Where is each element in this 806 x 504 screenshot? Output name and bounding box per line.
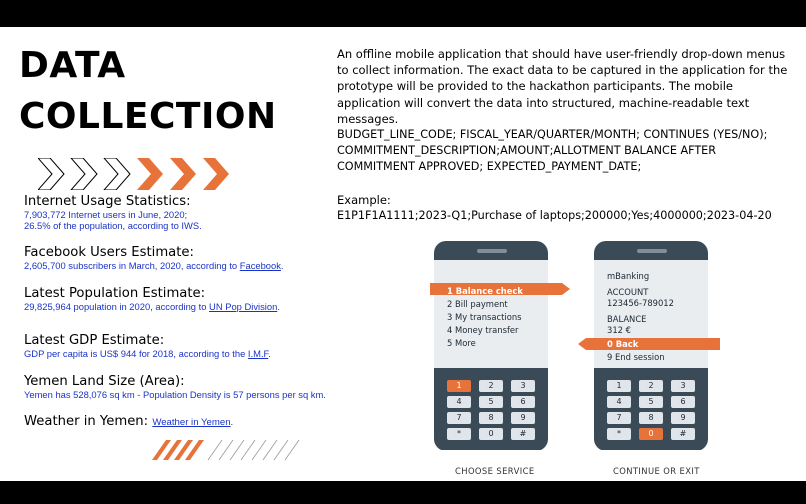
stripes-decoration (152, 439, 304, 461)
stat-detail (24, 301, 280, 312)
left-phone-keypad (447, 380, 535, 440)
description-block (337, 46, 797, 224)
population-stat (24, 286, 280, 312)
menu-item-balance-check[interactable]: 1 Balance check (447, 286, 523, 296)
keypad-key[interactable]: 2 (639, 380, 663, 392)
menu-item-money-transfer[interactable]: 4 Money transfer (447, 325, 519, 335)
stat-detail-suffix: . (277, 301, 280, 312)
right-phone-keypad (607, 380, 695, 440)
gdp-stat (24, 333, 271, 359)
stat-detail (24, 260, 284, 271)
example-label: Example: (337, 192, 391, 207)
stat-heading: Internet Usage Statistics: (24, 194, 191, 209)
stat-detail-suffix: . (230, 417, 234, 428)
keypad-key[interactable]: * (447, 428, 471, 440)
stat-detail-suffix: . (280, 260, 284, 271)
menu-item-more[interactable]: 5 More (447, 338, 476, 348)
right-phone-screen (607, 271, 674, 337)
stat-detail (24, 348, 271, 359)
example-value: E1P1F1A1111;2023-Q1;Purchase of laptops;200000;Yes;4000000;2023-04-20 (337, 208, 772, 222)
keypad-key[interactable]: 4 (607, 396, 631, 408)
keypad-key[interactable]: 4 (447, 396, 471, 408)
spacer (337, 176, 797, 192)
stat-detail-suffix: . (268, 348, 271, 359)
stat-detail (24, 209, 202, 232)
keypad-key[interactable]: 3 (511, 380, 535, 392)
left-phone-menu (447, 285, 523, 350)
stat-detail-line: 7,903,772 Internet users in June, 2020; (24, 209, 188, 220)
title-line-1: DATA (19, 45, 126, 86)
keypad-key[interactable]: 9 (671, 412, 695, 424)
app-name: mBanking (607, 271, 650, 281)
keypad-key[interactable]: 2 (479, 380, 503, 392)
weather-stat (24, 414, 233, 429)
internet-usage-stat (24, 194, 202, 232)
stat-heading: Latest GDP Estimate: (24, 333, 165, 348)
weather-link[interactable]: Weather in Yemen (152, 417, 231, 428)
keypad-key[interactable]: 0 (479, 428, 503, 440)
description-paragraph: An offline mobile application that should have user-friendly drop-down menus to collect information. The exact data to be captured in the application for the prototype will be provided to the hackathon participants. The mobile application will convert the data into structured, machine-readable text messages. (337, 47, 788, 126)
caption-choose-service: CHOOSE SERVICE (455, 466, 535, 476)
option-back[interactable]: 0 Back (607, 339, 639, 349)
menu-item-bill-payment[interactable]: 2 Bill payment (447, 299, 508, 309)
right-phone-options (607, 338, 665, 364)
keypad-key[interactable]: 6 (671, 396, 695, 408)
un-pop-division-link[interactable]: UN Pop Division (209, 301, 278, 312)
stat-detail-text: 2,605,700 subscribers in March, 2020, according to (24, 260, 240, 271)
keypad-key[interactable]: 9 (511, 412, 535, 424)
keypad-key[interactable]: 3 (671, 380, 695, 392)
chevron-arrows-decoration (38, 158, 238, 190)
slide-title (19, 40, 277, 142)
stat-detail-line: 26.5% of the population, according to IWS. (24, 220, 202, 232)
keypad-key[interactable]: 1 (607, 380, 631, 392)
stat-heading: Latest Population Estimate: (24, 286, 206, 301)
stat-heading: Yemen Land Size (Area): (24, 374, 185, 389)
data-fields: BUDGET_LINE_CODE; FISCAL_YEAR/QUARTER/MONTH; CONTINUES (YES/NO); COMMITMENT_DESCRIPTION;AMOUNT;ALLOTMENT BALANCE AFTER COMMITMENT APPROVED; EXPECTED_PAYMENT_DATE; (337, 128, 768, 174)
keypad-key[interactable]: 7 (607, 412, 631, 424)
keypad-key[interactable]: 1 (447, 380, 471, 392)
balance-label: BALANCE (607, 313, 647, 324)
balance-value: 312 € (607, 325, 631, 335)
land-size-stat (24, 374, 326, 400)
caption-continue-or-exit: CONTINUE OR EXIT (613, 466, 700, 476)
option-end-session[interactable]: 9 End session (607, 352, 665, 362)
keypad-key[interactable]: 5 (639, 396, 663, 408)
keypad-key[interactable]: 6 (511, 396, 535, 408)
stat-detail-text: 29,825,964 population in 2020, according to (24, 301, 210, 312)
keypad-key[interactable]: 0 (639, 428, 663, 440)
menu-item-my-transactions[interactable]: 3 My transactions (447, 312, 522, 322)
keypad-key[interactable]: 8 (639, 412, 663, 424)
keypad-key[interactable]: 7 (447, 412, 471, 424)
keypad-key[interactable]: 5 (479, 396, 503, 408)
account-label: ACCOUNT (607, 286, 649, 297)
title-line-2: COLLECTION (19, 96, 277, 137)
imf-link[interactable]: I.M.F (247, 348, 269, 359)
keypad-key[interactable]: * (607, 428, 631, 440)
keypad-key[interactable]: # (511, 428, 535, 440)
facebook-users-stat (24, 245, 284, 271)
keypad-key[interactable]: 8 (479, 412, 503, 424)
facebook-link[interactable]: Facebook (239, 260, 281, 271)
stat-detail: Yemen has 528,076 sq km - Population Density is 57 persons per sq km. (24, 389, 326, 400)
stat-detail-text: GDP per capita is US$ 944 for 2018, according to the (24, 348, 248, 359)
stat-heading: Facebook Users Estimate: (24, 245, 194, 260)
keypad-key[interactable]: # (671, 428, 695, 440)
stat-heading: Weather in Yemen: (24, 414, 149, 429)
account-number: 123456-789012 (607, 298, 674, 308)
